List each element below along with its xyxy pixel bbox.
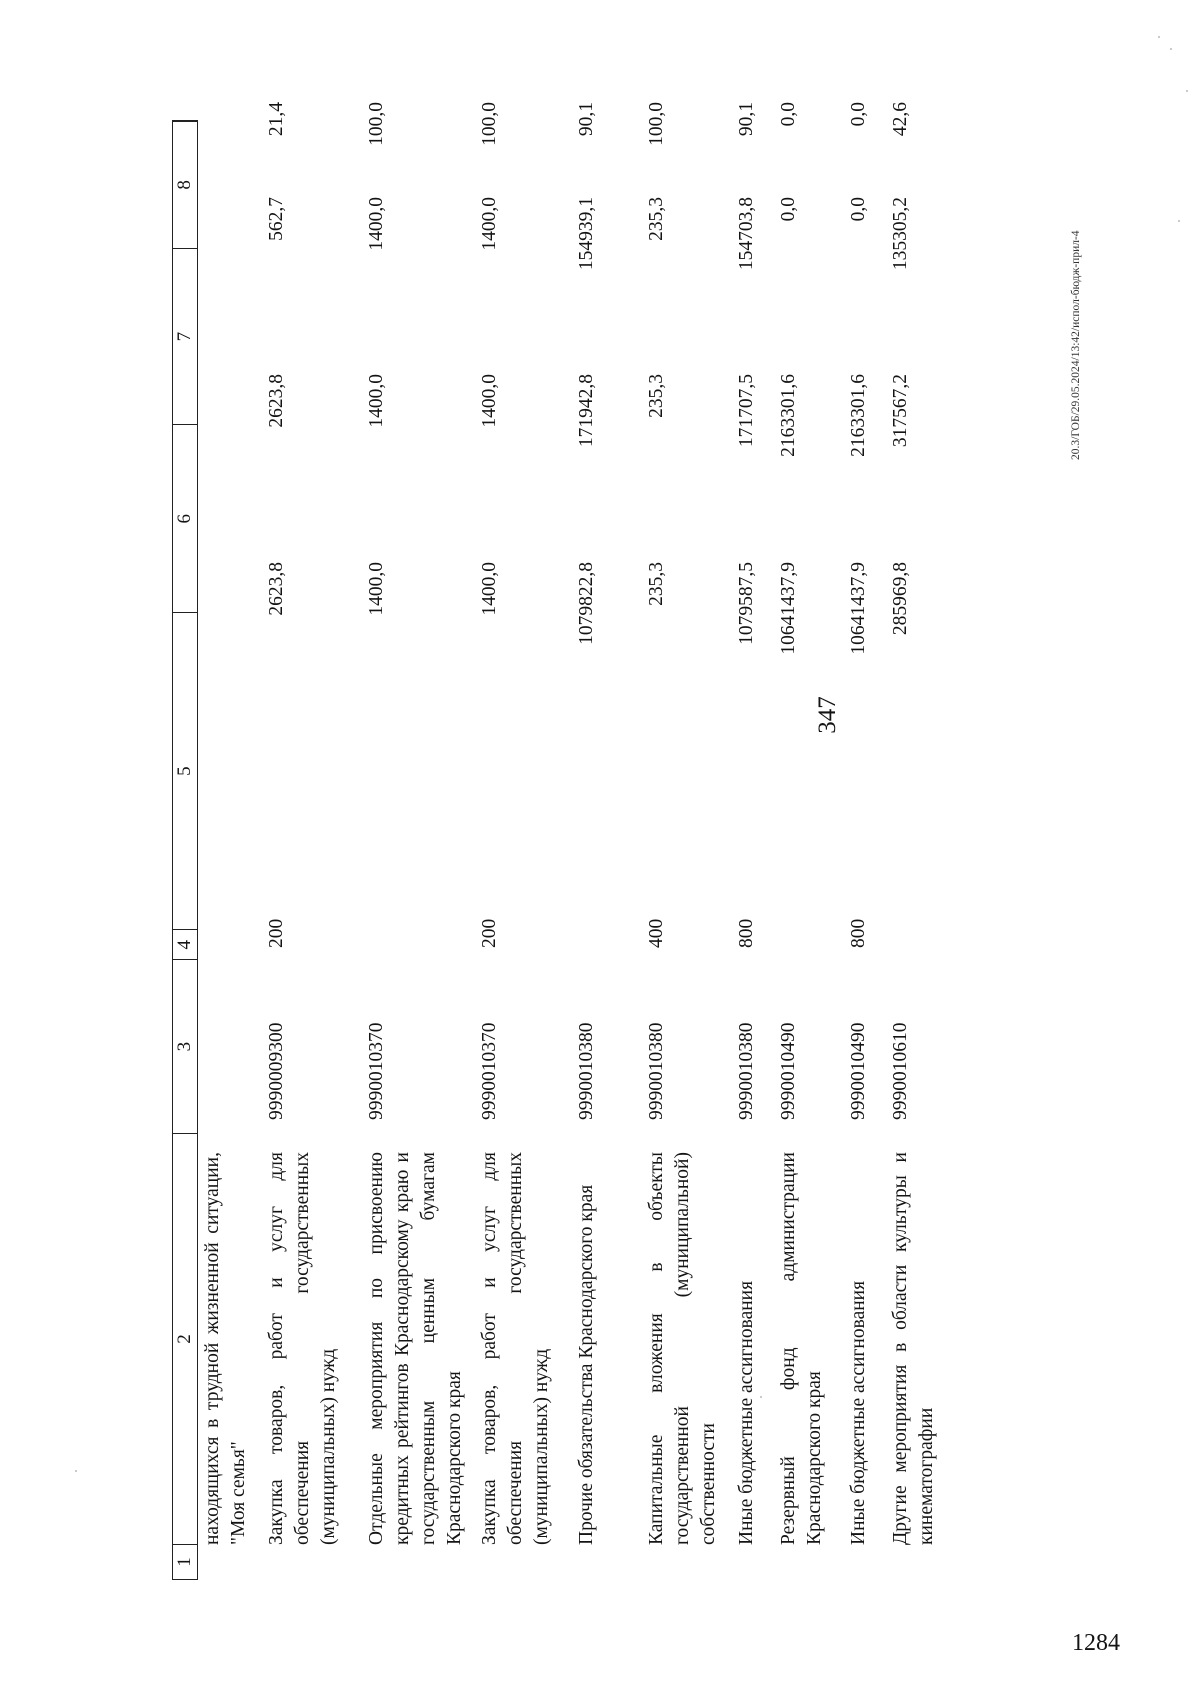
- page-number-top: 347: [814, 696, 841, 734]
- row-target-code: 9990010490: [848, 1022, 869, 1120]
- scan-speck: [1186, 90, 1188, 92]
- header-col-1: 1: [173, 1544, 197, 1579]
- row-expense-type: 400: [646, 918, 667, 948]
- table-row: [477, 102, 574, 1580]
- row-col7-value: 0,0: [778, 197, 799, 222]
- row-col7-value: 562,7: [266, 197, 287, 241]
- scan-speck: [1158, 36, 1160, 38]
- row-description: Отдельные мероприятия по присвоению кредитных рейтингов Краснодарскому краю и государственным ценным бумагам Краснодарского края: [366, 1152, 465, 1545]
- row-target-code: 9990010370: [366, 1022, 387, 1120]
- scan-speck: [1178, 220, 1180, 222]
- table-row: [888, 102, 948, 1580]
- table-row: [264, 102, 364, 1580]
- row-col7-value: 135305,2: [890, 197, 911, 271]
- row-description: Резервный фонд администрации Краснодарского края: [778, 1152, 825, 1545]
- table-row: [734, 102, 776, 1580]
- row-description: Закупка товаров, работ и услуг для обеспечения государственных (муниципальных) нужд: [479, 1152, 552, 1545]
- header-col-4: 4: [173, 929, 197, 959]
- row-target-code: 9990010380: [576, 1022, 597, 1120]
- row-col8-value: 100,0: [479, 102, 500, 146]
- row-expense-type: 800: [736, 918, 757, 948]
- row-col6-value: 235,3: [646, 374, 667, 418]
- row-col5-value: 10641437,9: [848, 562, 869, 655]
- row-description: находящихся в трудной жизненной ситуации, "Моя семья": [202, 1152, 249, 1545]
- row-col6-value: 317567,2: [890, 374, 911, 448]
- row-col7-value: 1400,0: [479, 197, 500, 251]
- row-col7-value: 0,0: [848, 197, 869, 222]
- row-col8-value: 21,4: [266, 102, 287, 137]
- page-number-bottom: 1284: [1072, 1630, 1120, 1656]
- row-col8-value: 90,1: [576, 102, 597, 137]
- file-stamp: 20.3/ГОБ/29.05.2024/13:42/испол-бюдж-прил-4: [1070, 230, 1082, 460]
- row-col8-value: 0,0: [778, 102, 799, 127]
- row-col5-value: 1079587,5: [736, 562, 757, 645]
- table-row: [200, 120, 264, 1580]
- row-col5-value: 1079822,8: [576, 562, 597, 645]
- row-col5-value: 10641437,9: [778, 562, 799, 655]
- row-description: Иные бюджетные ассигнования: [848, 1280, 869, 1545]
- row-expense-type: 200: [479, 918, 500, 948]
- row-target-code: 9990010380: [646, 1022, 667, 1120]
- row-col6-value: 171707,5: [736, 374, 757, 448]
- table-row: [776, 102, 846, 1580]
- row-col5-value: 285969,8: [890, 562, 911, 636]
- row-description: Закупка товаров, работ и услуг для обеспечения государственных (муниципальных) нужд: [266, 1152, 339, 1545]
- header-col-7: 7: [173, 248, 197, 425]
- row-col7-value: 154703,8: [736, 197, 757, 271]
- header-col-8: 8: [174, 180, 195, 190]
- row-target-code: 9990010490: [778, 1022, 799, 1120]
- table-row: [574, 102, 644, 1580]
- row-col6-value: 171942,8: [576, 374, 597, 448]
- header-col-6: 6: [173, 424, 197, 612]
- row-target-code: 9990010610: [890, 1022, 911, 1120]
- rotated-page: [60, 40, 1120, 1600]
- table-body: [200, 102, 948, 1580]
- row-target-code: 9990010380: [736, 1022, 757, 1120]
- row-col8-value: 42,6: [890, 102, 911, 137]
- table-row: [846, 102, 888, 1580]
- header-col-5: 5: [173, 612, 197, 929]
- row-col8-value: 90,1: [736, 102, 757, 137]
- row-col6-value: 2623,8: [266, 374, 287, 428]
- row-col7-value: 1400,0: [366, 197, 387, 251]
- row-col7-value: 154939,1: [576, 197, 597, 271]
- row-col7-value: 235,3: [646, 197, 667, 241]
- row-description: Другие мероприятия в области культуры и кинематографии: [890, 1152, 937, 1545]
- table-header: [172, 120, 198, 1580]
- row-col5-value: 1400,0: [479, 562, 500, 616]
- row-col5-value: 235,3: [646, 562, 667, 606]
- header-col-2: 2: [173, 1133, 197, 1544]
- row-col5-value: 2623,8: [266, 562, 287, 616]
- row-col6-value: 2163301,6: [778, 374, 799, 457]
- row-description: Прочие обязательства Краснодарского края: [576, 1184, 597, 1545]
- row-col6-value: 1400,0: [366, 374, 387, 428]
- header-col-3: 3: [173, 959, 197, 1133]
- row-col8-value: 100,0: [366, 102, 387, 146]
- table-row: [364, 102, 477, 1580]
- row-expense-type: 200: [266, 918, 287, 948]
- row-target-code: 9990009300: [266, 1022, 287, 1120]
- row-col6-value: 1400,0: [479, 374, 500, 428]
- row-expense-type: 800: [848, 918, 869, 948]
- row-description: Капитальные вложения в объекты государственной (муниципальной) собственности: [646, 1152, 719, 1545]
- row-col8-value: 0,0: [848, 102, 869, 127]
- table-row: [644, 102, 734, 1580]
- row-target-code: 9990010370: [479, 1022, 500, 1120]
- row-col8-value: 100,0: [646, 102, 667, 146]
- row-col6-value: 2163301,6: [848, 374, 869, 457]
- scan-speck: [1170, 48, 1172, 50]
- row-description: Иные бюджетные ассигнования: [736, 1280, 757, 1545]
- row-col5-value: 1400,0: [366, 562, 387, 616]
